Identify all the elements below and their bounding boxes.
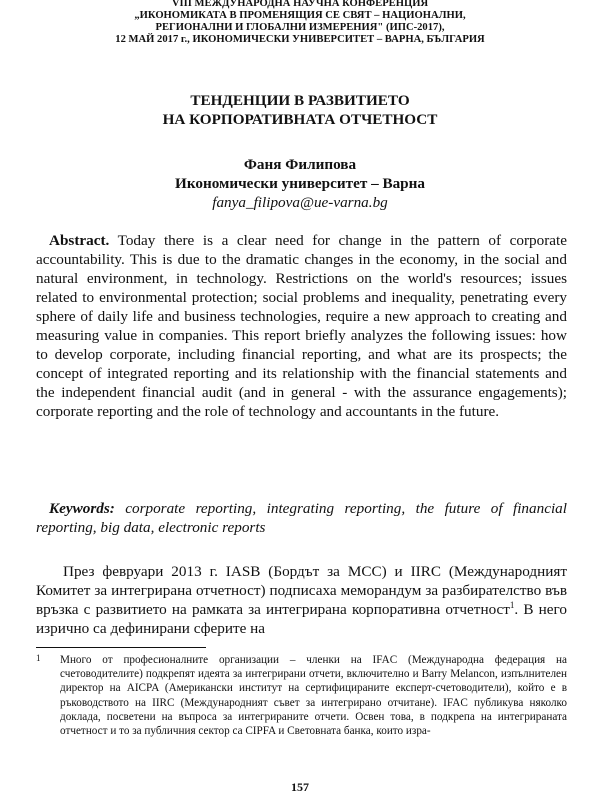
paper-title-line: НА КОРПОРАТИВНАТА ОТЧЕТНОСТ: [162, 111, 438, 128]
author-email: fanya_filipova@ue-varna.bg: [212, 194, 388, 211]
author-block: [40, 155, 560, 212]
footnote-mark: 1: [36, 653, 41, 663]
conference-header-line: VIII МЕЖДУНАРОДНА НАУЧНА КОНФЕРЕНЦИЯ: [171, 0, 429, 9]
body-text-part2: . В него изрично са дефинирани сферите на: [36, 601, 567, 637]
keywords-label: Keywords:: [49, 500, 115, 517]
paper-title: [40, 91, 560, 129]
abstract: [36, 231, 567, 421]
abstract-text: Today there is a clear need for change in the pattern of corporate accountability. This is due to the dramatic changes in the economy, in the social and natural environment, in technology. Restrictions on the world's resources; issues related to environmental protection; social problems and inequality, penetrating every sphere of daily life and business technologies, require a new approach to creating and measuring value in companies. This report briefly analyzes the following issues: how to develop corporate, including financial reporting, and what are its prospects; the concept of integrated reporting and its relationship with the financial statements and the independent financial audit (and in general - with the assurance engagements); corporate reporting and the role of technology and accountants in the future.: [36, 232, 567, 420]
paper-title-line: ТЕНДЕНЦИИ В РАЗВИТИЕТО: [190, 92, 410, 109]
footnote-text: Много от професионалните организации – членки на IFAC (Международна федерация на счетоводителите) подкрепят идеята за интегрирани отчети, включително и Barry Melancon, изпълнителен директор на AICPA (Американски институт на сертифицираните експерт-счетоводители), който е в ръководството на IIRC (Международният съвет за интегрирано отчитане). IFAC публикува няколко доклада, посветени на въпроса за интегрираните отчети. Освен това, в подкрепа на интегрираната отчетност и то за публичния сектор са CIPFA и Световната банка, които изра-: [60, 654, 567, 738]
conference-header: [20, 0, 580, 46]
abstract-label: Abstract.: [49, 232, 110, 249]
body-text-part1: През февруари 2013 г. IASB (Бордът за МСС) и IIRC (Международният Комитет за интегрирана отчетност) подписаха меморандум за разбирателство във връзка с развитието на рамката за интегрирана корпоративна отчетност: [36, 563, 567, 618]
author-name: Фаня Филипова: [243, 156, 357, 173]
conference-header-line: 12 МАЙ 2017 г., ИКОНОМИЧЕСКИ УНИВЕРСИТЕТ – ВАРНА, БЪЛГАРИЯ: [115, 34, 485, 45]
footnote-divider: [36, 647, 206, 648]
body-paragraph: [36, 562, 567, 638]
footnote-reference[interactable]: 1: [509, 599, 515, 610]
conference-header-line: РЕГИОНАЛНИ И ГЛОБАЛНИ ИЗМЕРЕНИЯ" (ИПС-2017),: [155, 22, 445, 33]
footnote: [36, 653, 567, 738]
author-affiliation: Икономически университет – Варна: [175, 175, 425, 192]
keywords-text: corporate reporting, integrating reporting, the future of financial reporting, big data, electronic reports: [36, 500, 567, 536]
conference-header-line: „ИКОНОМИКАТА В ПРОМЕНЯЩИЯ СЕ СВЯТ – НАЦИОНАЛНИ,: [134, 10, 466, 21]
page-number: 157: [291, 780, 309, 794]
keywords: [36, 499, 567, 537]
